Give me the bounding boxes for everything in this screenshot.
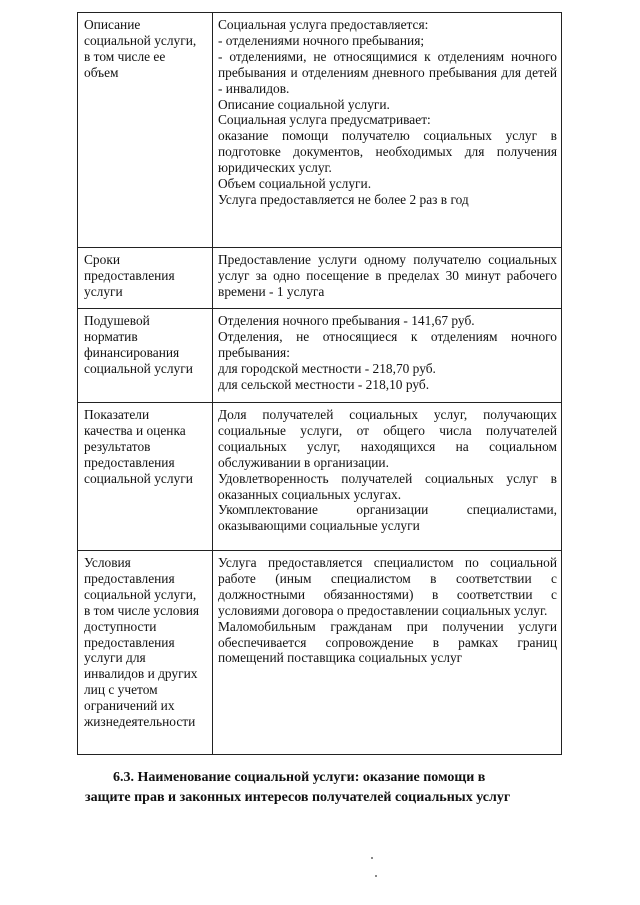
content-paragraph: Отделения ночного пребывания - 141,67 руб. bbox=[218, 313, 475, 328]
content-paragraph: Услуга предоставляется специалистом по социальной работе (иным специалистом в соответствии с должностными обязанностями) в соответствии с условиями договора о предоставлении социальных услуг. bbox=[218, 555, 557, 618]
section-heading-line: 6.3. Наименование социальной услуги: оказание помощи в bbox=[113, 770, 486, 785]
row-label-line: результатов bbox=[84, 438, 151, 454]
row-label-line: лиц с учетом bbox=[84, 682, 158, 698]
row-content-cell bbox=[213, 248, 562, 309]
content-paragraph: Отделения, не относящиеся к отделениям ночного пребывания: bbox=[218, 328, 557, 360]
row-label-line: предоставления bbox=[84, 454, 175, 470]
content-paragraph: для сельской местности - 218,10 руб. bbox=[218, 376, 430, 392]
content-paragraph: Маломобильным гражданам при получении услуги обеспечивается сопровождение в рамках границ помещений поставщика социальных услуг bbox=[218, 618, 557, 666]
table-row bbox=[78, 13, 562, 248]
row-label-cell bbox=[78, 551, 213, 755]
row-label-line: жизнедеятельности bbox=[84, 714, 196, 730]
scan-speck bbox=[375, 875, 377, 877]
row-content-cell bbox=[213, 551, 562, 755]
content-paragraph: Объем социальной услуги. bbox=[218, 176, 372, 192]
row-label-line: предоставления bbox=[84, 267, 175, 283]
row-label-line: в том числе условия bbox=[84, 602, 200, 618]
row-label-line: социальной услуги, bbox=[84, 32, 197, 48]
content-paragraph: Описание социальной услуги. bbox=[218, 96, 390, 112]
row-label-cell bbox=[78, 13, 213, 248]
row-label-line: объем bbox=[84, 64, 119, 80]
service-standard-table bbox=[77, 12, 562, 755]
section-heading-line: защите прав и законных интересов получателей социальных услуг bbox=[85, 790, 511, 805]
row-label-cell bbox=[78, 309, 213, 403]
content-paragraph: - отделениями ночного пребывания; bbox=[218, 32, 425, 48]
content-paragraph: Укомплектование организации специалистами, оказывающими социальные услуги bbox=[218, 502, 557, 534]
table-row bbox=[78, 551, 562, 755]
table-row bbox=[78, 403, 562, 551]
row-label-line: социальной услуги bbox=[84, 470, 193, 486]
row-label-line: в том числе ее bbox=[84, 48, 166, 64]
row-label-cell bbox=[78, 248, 213, 309]
content-paragraph: Социальная услуга предусматривает: bbox=[218, 112, 431, 128]
content-paragraph: Социальная услуга предоставляется: bbox=[218, 17, 429, 32]
row-label-line: предоставления bbox=[84, 570, 175, 586]
row-label-line: финансирования bbox=[84, 344, 180, 360]
content-paragraph: Предоставление услуги одному получателю социальных услуг за одно посещение в пределах 30 минут рабочего времени - 1 услуга bbox=[218, 252, 557, 299]
row-label-line: Подушевой bbox=[84, 313, 150, 328]
table-row bbox=[78, 248, 562, 309]
row-label-line: предоставления bbox=[84, 634, 175, 650]
row-label-line: норматив bbox=[84, 328, 138, 344]
content-paragraph: для городской местности - 218,70 руб. bbox=[218, 360, 436, 376]
table-row bbox=[78, 309, 562, 403]
row-label-line: Описание bbox=[84, 17, 141, 32]
content-paragraph: оказание помощи получателю социальных услуг в подготовке документов, необходимых для получения юридических услуг. bbox=[218, 128, 557, 176]
scan-speck bbox=[371, 857, 373, 859]
row-content-cell bbox=[213, 309, 562, 403]
row-label-line: ограничений их bbox=[84, 698, 175, 714]
content-paragraph: Доля получателей социальных услуг, получающих социальные услуги, от общего числа получателей социальных услуг, находящихся на социальном обслуживании в организации. bbox=[218, 407, 557, 470]
row-label-line: Условия bbox=[84, 555, 131, 570]
section-heading bbox=[85, 768, 562, 808]
content-paragraph: Услуга предоставляется не более 2 раз в год bbox=[218, 191, 469, 207]
row-label-line: социальной услуги bbox=[84, 360, 193, 376]
content-paragraph: Удовлетворенность получателей социальных услуг в оказанных социальных услугах. bbox=[218, 470, 557, 502]
row-label-cell bbox=[78, 403, 213, 551]
row-label-line: социальной услуги, bbox=[84, 586, 197, 602]
row-label-line: качества и оценка bbox=[84, 422, 186, 438]
row-label-line: Сроки bbox=[84, 252, 120, 267]
row-content-cell bbox=[213, 13, 562, 248]
content-paragraph: - отделениями, не относящимися к отделениям ночного пребывания и отделениям дневного пребывания для детей - инвалидов. bbox=[218, 48, 557, 96]
row-label-line: Показатели bbox=[84, 407, 150, 422]
row-label-line: инвалидов и других bbox=[84, 666, 198, 682]
row-content-cell bbox=[213, 403, 562, 551]
row-label-line: доступности bbox=[84, 618, 157, 634]
row-label-line: услуги bbox=[84, 283, 123, 299]
row-label-line: услуги для bbox=[84, 650, 146, 666]
